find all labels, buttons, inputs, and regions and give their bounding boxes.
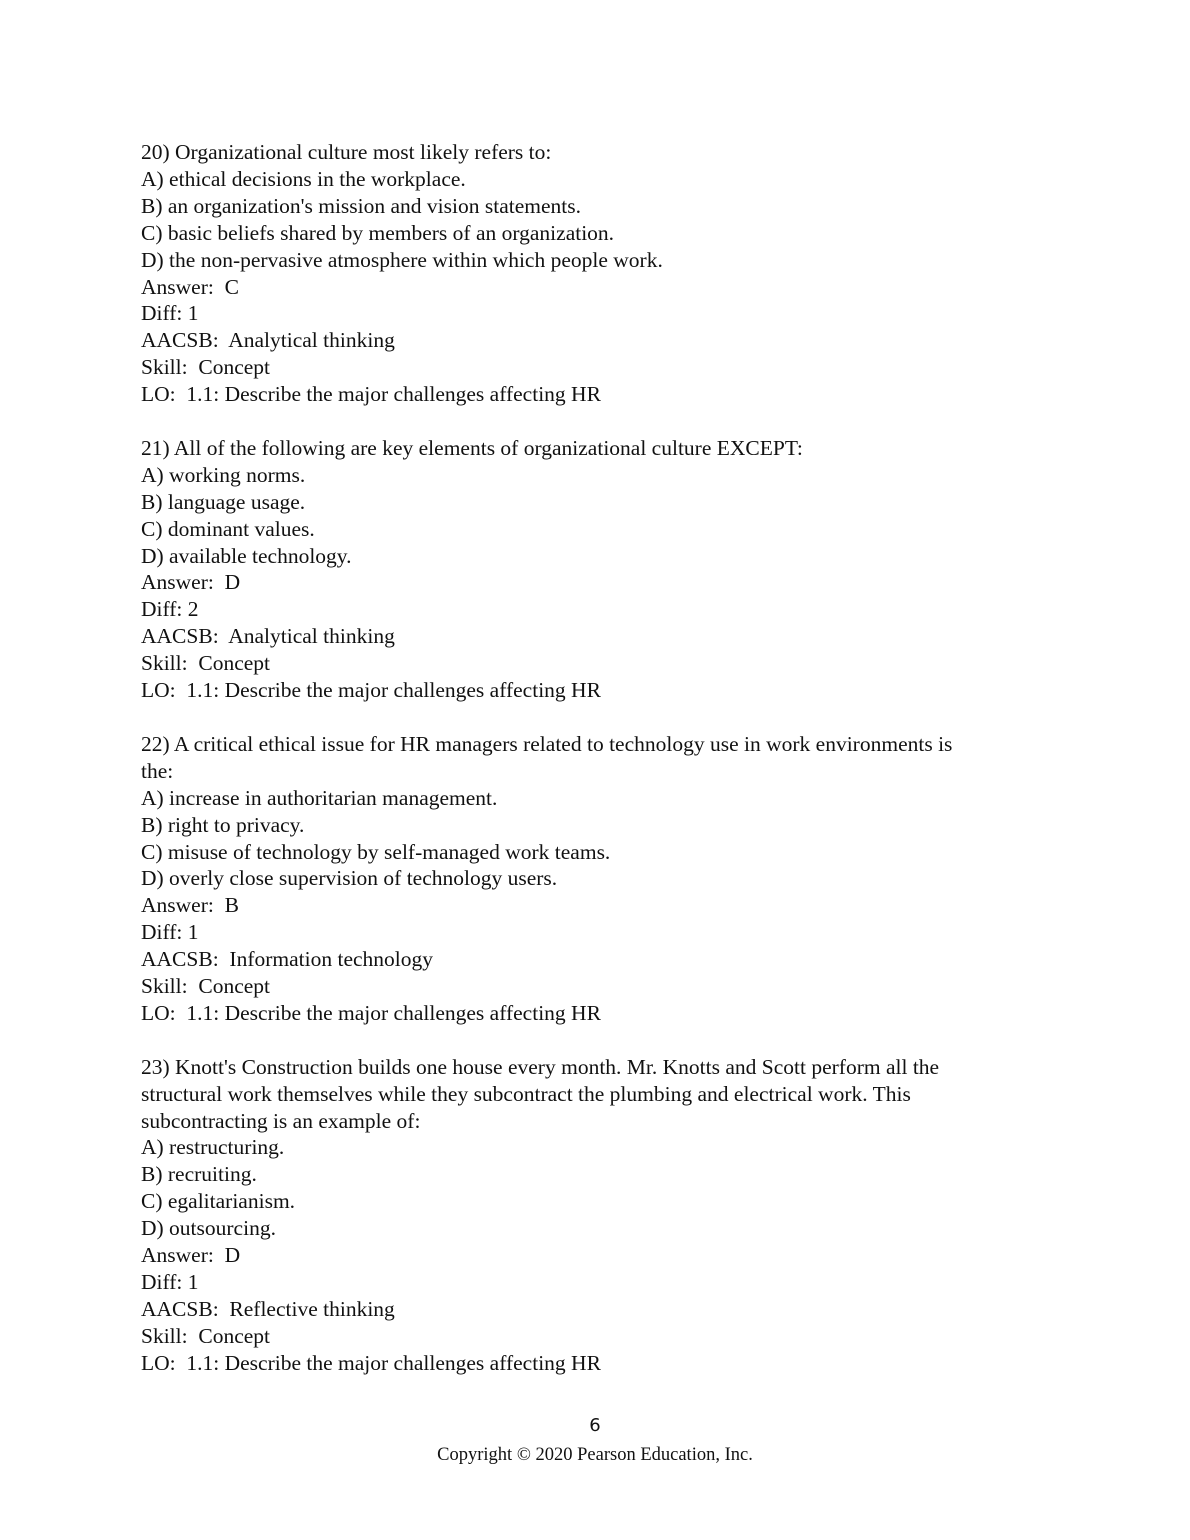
learning-objective: LO: 1.1: Describe the major challenges affecting HR: [141, 382, 601, 407]
question-23: [141, 1054, 1041, 1377]
option-a: A) restructuring.: [141, 1135, 285, 1160]
question-stem-continued: subcontracting is an example of:: [141, 1108, 421, 1133]
question-21: [141, 435, 1041, 704]
page-number: 6: [589, 1415, 601, 1436]
question-list: [141, 139, 1041, 1404]
option-a: A) working norms.: [141, 462, 306, 487]
option-c: C) egalitarianism.: [141, 1189, 296, 1214]
learning-objective: LO: 1.1: Describe the major challenges affecting HR: [141, 678, 601, 703]
question-stem: 21) All of the following are key elements of organizational culture EXCEPT:: [141, 435, 803, 460]
aacsb: AACSB: Information technology: [141, 947, 434, 972]
learning-objective: LO: 1.1: Describe the major challenges affecting HR: [141, 1000, 601, 1025]
difficulty: Diff: 1: [141, 301, 199, 326]
aacsb: AACSB: Reflective thinking: [141, 1296, 395, 1321]
option-c: C) dominant values.: [141, 516, 315, 541]
question-20: [141, 139, 1041, 408]
answer: Answer: C: [141, 274, 239, 299]
option-a: A) ethical decisions in the workplace.: [141, 166, 466, 191]
question-22: [141, 731, 1041, 1027]
skill: Skill: Concept: [141, 1323, 270, 1348]
difficulty: Diff: 2: [141, 597, 199, 622]
skill: Skill: Concept: [141, 974, 270, 999]
option-d: D) outsourcing.: [141, 1216, 276, 1241]
option-a: A) increase in authoritarian management.: [141, 785, 498, 810]
option-b: B) right to privacy.: [141, 812, 305, 837]
option-c: C) basic beliefs shared by members of an organization.: [141, 220, 615, 245]
skill: Skill: Concept: [141, 355, 270, 380]
aacsb: AACSB: Analytical thinking: [141, 328, 395, 353]
aacsb: AACSB: Analytical thinking: [141, 624, 395, 649]
question-stem: 23) Knott's Construction builds one house every month. Mr. Knotts and Scott perform all the: [141, 1054, 940, 1079]
option-c: C) misuse of technology by self-managed work teams.: [141, 839, 611, 864]
copyright-notice: Copyright © 2020 Pearson Education, Inc.: [437, 1445, 753, 1465]
question-stem: 22) A critical ethical issue for HR managers related to technology use in work environments is: [141, 731, 953, 756]
answer: Answer: D: [141, 570, 241, 595]
option-d: D) available technology.: [141, 543, 352, 568]
option-b: B) an organization's mission and vision statements.: [141, 193, 581, 218]
option-d: D) overly close supervision of technology users.: [141, 866, 558, 891]
skill: Skill: Concept: [141, 651, 270, 676]
answer: Answer: D: [141, 1243, 241, 1268]
question-stem: 20) Organizational culture most likely refers to:: [141, 140, 552, 164]
learning-objective: LO: 1.1: Describe the major challenges affecting HR: [141, 1350, 601, 1375]
question-stem-continued: the:: [141, 758, 174, 783]
option-b: B) language usage.: [141, 489, 306, 514]
question-stem-continued: structural work themselves while they subcontract the plumbing and electrical work. This: [141, 1081, 911, 1106]
answer: Answer: B: [141, 893, 239, 918]
option-b: B) recruiting.: [141, 1162, 257, 1187]
option-d: D) the non-pervasive atmosphere within which people work.: [141, 247, 663, 272]
difficulty: Diff: 1: [141, 920, 199, 945]
difficulty: Diff: 1: [141, 1270, 199, 1295]
